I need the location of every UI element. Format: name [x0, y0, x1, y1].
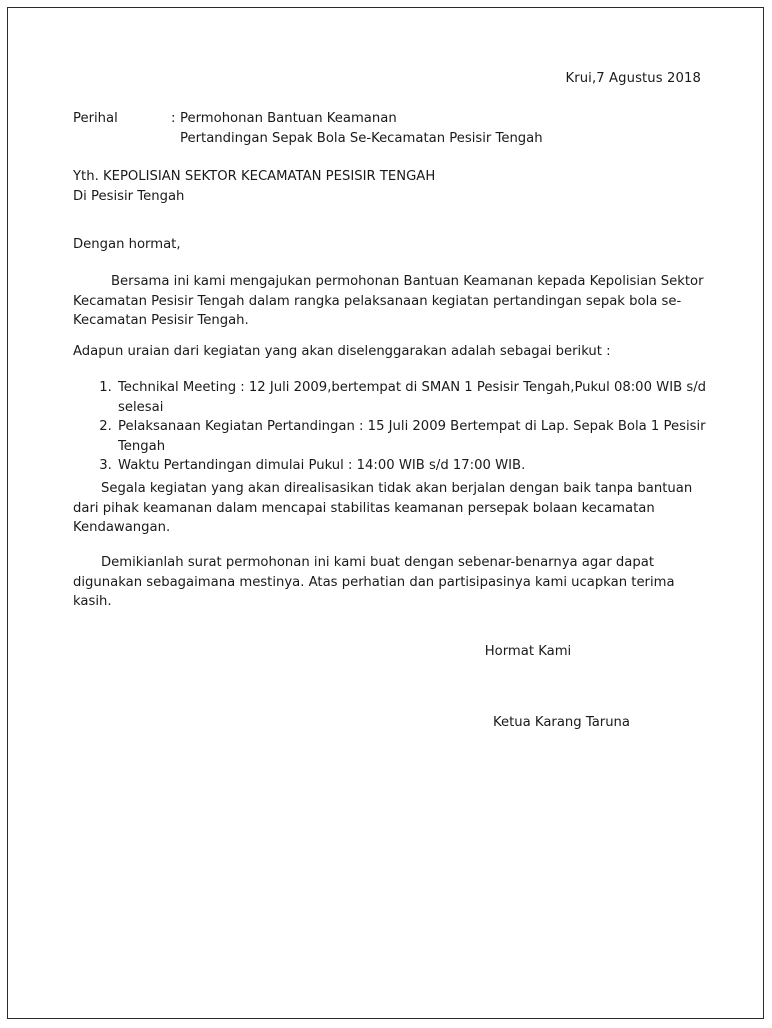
- subject-line-1: Permohonan Bantuan Keamanan: [180, 111, 397, 126]
- paragraph-intro: Bersama ini kami mengajukan permohonan Bantuan Keamanan kepada Kepolisian Sektor Kecamatan Pesisir Tengah dalam rangka pelaksanaan kegiatan pertandingan sepak bola se-Kecamatan Pesisir Tengah.: [73, 274, 704, 328]
- signature-title: [8, 713, 703, 733]
- list-item: 1. Technikal Meeting : 12 Juli 2009,bertempat di SMAN 1 Pesisir Tengah,Pukul 08:00 WIB s/d selesai: [116, 378, 731, 417]
- list-item: 2. Pelaksanaan Kegiatan Pertandingan : 15 Juli 2009 Bertempat di Lap. Sepak Bola 1 Pesisir Tengah: [116, 417, 731, 456]
- signature-title-text: Ketua Karang Taruna: [493, 715, 630, 730]
- subject-colon: :: [171, 111, 176, 126]
- recipient-line-1: Yth. KEPOLISIAN SEKTOR KECAMATAN PESISIR TENGAH: [73, 169, 436, 184]
- salutation: Dengan hormat,: [73, 237, 181, 252]
- subject-block: [73, 109, 543, 148]
- paragraph-demikian: Demikianlah surat permohonan ini kami buat dengan sebenar-benarnya agar dapat digunakan sebagaimana mestinya. Atas perhatian dan partisipasinya kami ucapkan terima kasih.: [73, 555, 675, 609]
- recipient-block: [73, 167, 435, 206]
- subject-label: Perihal: [73, 111, 118, 126]
- recipient-line-2: Di Pesisir Tengah: [73, 188, 185, 204]
- signature-closing-text: Hormat Kami: [484, 644, 572, 659]
- date-line: Krui,7 Agustus 2018: [565, 71, 701, 86]
- list-item: 3. Waktu Pertandingan dimulai Pukul : 14:00 WIB s/d 17:00 WIB.: [116, 456, 731, 476]
- subject-row: [73, 109, 543, 148]
- activity-list: [93, 378, 731, 476]
- signature-closing: [8, 642, 703, 662]
- letter-page: [7, 7, 764, 1019]
- paragraph-adapun: Adapun uraian dari kegiatan yang akan diselenggarakan adalah sebagai berikut :: [73, 344, 611, 359]
- subject-values: [180, 109, 543, 148]
- letter-body: [8, 8, 763, 1018]
- subject-line-2: Pertandingan Sepak Bola Se-Kecamatan Pesisir Tengah: [180, 130, 543, 146]
- paragraph-segala: Segala kegiatan yang akan direalisasikan tidak akan berjalan dengan baik tanpa bantuan dari pihak keamanan dalam mencapai stabilitas keamanan persepak bolaan kecamatan Kendawangan.: [73, 481, 693, 535]
